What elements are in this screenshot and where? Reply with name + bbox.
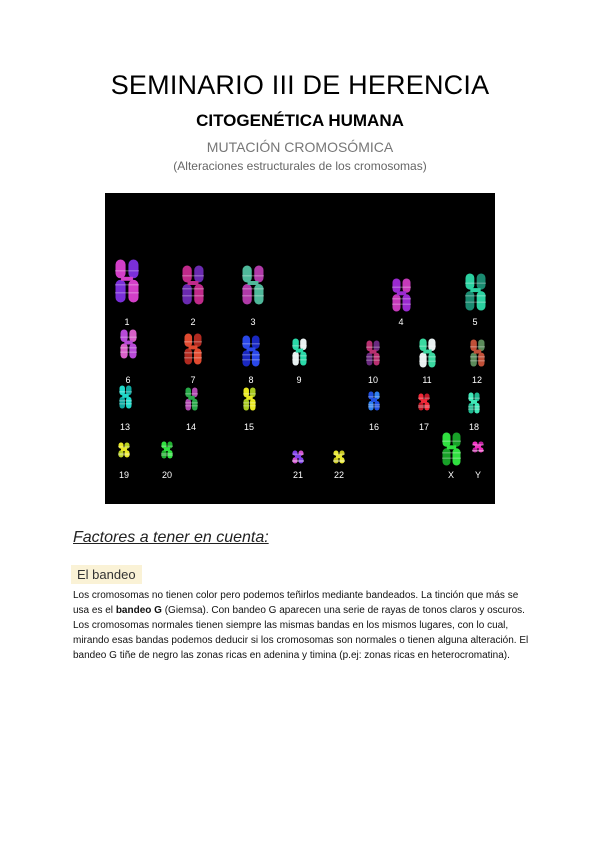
chromosome-label-13: 13 [119,422,130,432]
topic-badge: El bandeo [71,565,142,584]
chromosome-8 [242,335,260,367]
chromosome-12 [470,339,485,367]
paragraph-part-2: (Giemsa). Con bandeo G aparecen una serie de rayas de tonos claros y oscuros. Los cromosomas normales tienen siempre las mismas bandas en los mismos lugares, con lo cual, mirando esas bandas podemos deducir si los cromosomas son normales o tienen alguna alteración. El bandeo G tiñe de negro las zonas ricas en adenina y timina (p.ej: zonas ricas en heterocromatina). [73,605,529,661]
chromosome-label-19: 19 [118,470,129,480]
karyotype-image [105,193,495,504]
chromosome-label-6: 6 [125,375,131,385]
chromosome-label-y: Y [474,470,481,480]
chromosome-2 [182,265,204,305]
chromosome-label-4: 4 [398,317,404,327]
chromosome-label-20: 20 [161,470,172,480]
chromosome-label-11: 11 [422,375,432,385]
chromosome-15 [243,387,256,411]
chromosome-21 [292,450,304,464]
chromosome-16 [368,391,380,411]
chromosome-9 [292,338,307,366]
chromosome-label-9: 9 [296,375,302,385]
chromosome-label-5: 5 [472,317,478,327]
chromosome-20 [161,441,173,459]
document-subtitle: CITOGENÉTICA HUMANA [196,111,404,130]
chromosome-10 [366,340,380,366]
paragraph-bold-term: bandeo G [115,605,162,616]
chromosome-label-2: 2 [190,317,196,327]
chromosome-13 [119,385,132,409]
chromosome-6 [120,329,137,359]
chromosome-14 [185,387,198,411]
chromosome-label-12: 12 [471,375,482,385]
chromosome-18 [468,392,480,414]
chromosome-19 [118,442,130,458]
paragraph-part-1: Los cromosomas no tienen color pero podemos teñirlos mediante bandeados. La tinción que más se usa es el [73,590,519,616]
body-paragraph [73,588,529,663]
chromosome-3 [242,265,264,305]
chromosome-5 [465,273,486,311]
document-title: SEMINARIO III DE HERENCIA [110,70,490,100]
chromosome-y [472,441,484,453]
factors-heading: Factores a tener en cuenta: [73,529,269,546]
chromosome-label-15: 15 [243,422,254,432]
chromosome-1 [115,259,139,303]
chromosome-label-18: 18 [468,422,479,432]
section-subtitle: (Alteraciones estructurales de los cromosomas) [173,159,427,173]
chromosome-x [442,432,461,466]
chromosome-label-21: 21 [292,470,303,480]
chromosome-label-22: 22 [333,470,344,480]
chromosome-17 [418,393,430,411]
chromosome-label-x: X [447,470,454,480]
chromosome-label-1: 1 [124,317,130,327]
chromosome-label-8: 8 [248,375,254,385]
chromosome-label-17: 17 [418,422,429,432]
chromosome-label-16: 16 [368,422,379,432]
section-title: MUTACIÓN CROMOSÓMICA [206,139,394,155]
chromosome-22 [333,450,345,464]
chromosome-label-3: 3 [250,317,256,327]
chromosome-7 [184,333,202,365]
chromosome-label-14: 14 [185,422,196,432]
chromosome-label-10: 10 [367,375,378,385]
chromosome-11 [419,338,436,368]
chromosome-label-7: 7 [190,375,196,385]
chromosome-4 [392,278,411,312]
